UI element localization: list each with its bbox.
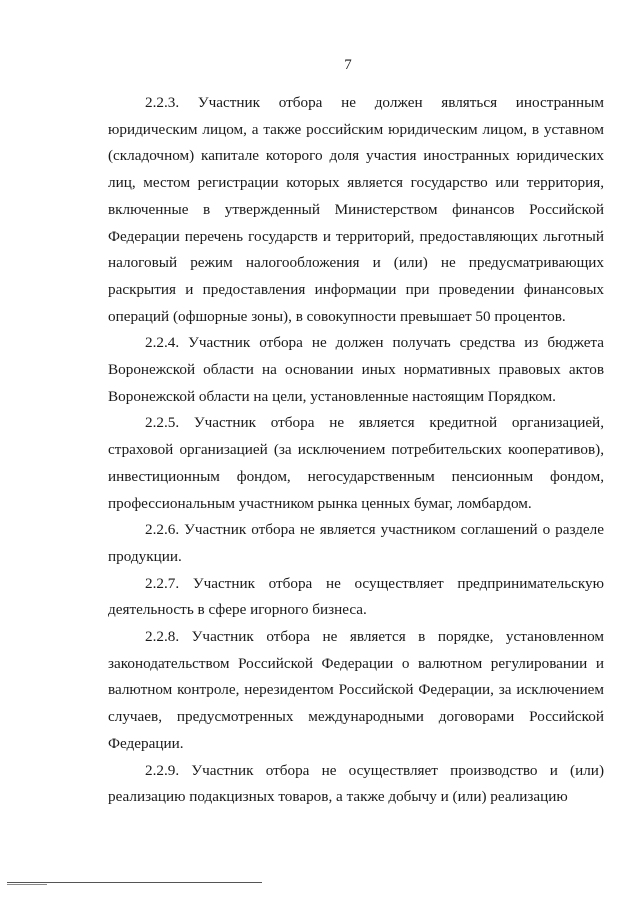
document-body — [108, 90, 604, 811]
footer-rule-short — [7, 884, 47, 885]
paragraph-2-2-9: 2.2.9. Участник отбора не осуществляет производство и (или) реализацию подакцизных товаров, а также добычу и (или) реализацию — [108, 761, 604, 806]
paragraph-2-2-6: 2.2.6. Участник отбора не является участником соглашений о разделе продукции. — [108, 521, 604, 565]
paragraph-2-2-4: 2.2.4. Участник отбора не должен получать средства из бюджета Воронежской области на основании иных нормативных правовых актов Воронежской области на цели, установленные настоящим Порядком. — [108, 334, 604, 405]
paragraph-2-2-8: 2.2.8. Участник отбора не является в порядке, установленном законодательством Российской Федерации о валютном регулировании и валютном контроле, нерезидентом Российской Федерации, за исключением случаев, предусмотренных международными договорами Российской Федерации. — [108, 628, 604, 752]
paragraph-2-2-5: 2.2.5. Участник отбора не является кредитной организацией, страховой организацией (за исключением потребительских кооперативов), инвестиционным фондом, негосударственным пенсионным фондом, профессиональным участником рынка ценных бумаг, ломбардом. — [108, 414, 604, 512]
page-number: 7 — [344, 57, 352, 73]
paragraph-2-2-7: 2.2.7. Участник отбора не осуществляет предпринимательскую деятельность в сфере игорного бизнеса. — [108, 574, 604, 619]
paragraph-2-2-3: 2.2.3. Участник отбора не должен являться иностранным юридическим лицом, а также российским юридическим лицом, в уставном (складочном) капитале которого доля участия иностранных юридических лиц, местом регистрации которых является государство или территория, включенные в утвержденный Министерством финансов Российской Федерации перечень государств и территорий, предоставляющих льготный налоговый режим налогообложения и (или) не предусматривающих раскрытия и предоставления информации при проведении финансовых операций (офшорные зоны), в совокупности превышает 50 процентов. — [108, 94, 604, 325]
footer-rule — [7, 882, 262, 883]
